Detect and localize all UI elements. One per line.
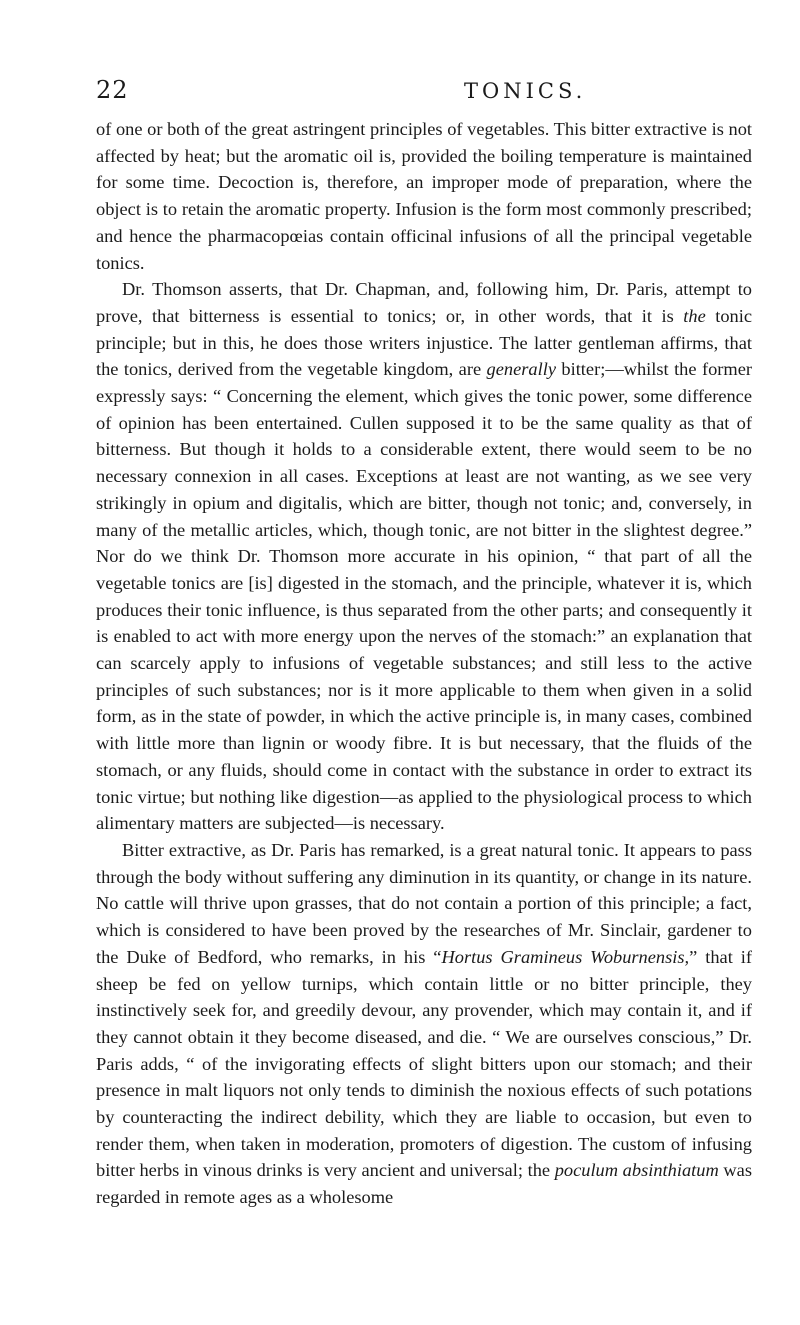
text-run: ” that if sheep be fed on yellow turnips, which contain little or no bitter principle, they instinctively seek for, and greedily devour, any provender, which may contain it, and if they cannot obtain it they become diseased, and die. “ We are ourselves conscious,” Dr. Paris adds, “ of the invigorating effects of slight bitters upon our stomach; and their presence in malt liquors not only tends to diminish the noxious effects of such potations by counteracting the indirect debility, which they are liable to occasion, but even to render them, when taken in moderation, promoters of digestion. The custom of infusing bitter herbs in vinous drinks is very ancient and universal; the — [96, 946, 752, 1181]
body-text — [96, 116, 752, 1211]
italic-text: generally — [486, 359, 556, 380]
text-run: bitter;—whilst the former expressly says: “ Concerning the element, which gives the tonic power, some difference of opinion has been entertained. Cullen supposed it to be the same quality as that of bitterness. But though it holds to a considerable extent, there would seem to be no necessary connexion in all cases. Exceptions at least are not wanting, as we see very strikingly in opium and digitalis, which are bitter, though not tonic; and, conversely, in many of the metallic articles, which, though tonic, are not bitter in the slightest degree.” Nor do we think Dr. Thomson more accurate in his opinion, “ that part of all the vegetable tonics are [is] digested in the stomach, and the principle, whatever it is, which produces their tonic influence, is thus separated from the other parts; and consequently it is enabled to act with more energy upon the nerves of the stomach:” an explanation that can scarcely apply to infusions of vegetable substances; and still less to the active principles of such substances; nor is it more applicable to them when given in a solid form, as in the state of powder, in which the active principle is, in many cases, combined with little more than lignin or woody fibre. It is but necessary, that the fluids of the stomach, or any fluids, should come in contact with the substance in order to extract its tonic virtue; but nothing like digestion—as applied to the physiological process to which alimentary matters are subjected—is necessary. — [96, 359, 752, 834]
paragraph — [96, 837, 752, 1211]
italic-text: poculum absinthiatum — [554, 1160, 719, 1181]
text-run: Dr. Thomson asserts, that Dr. Chapman, and, following him, Dr. Paris, attempt to prove, that bitterness is essential to tonics; or, in other words, that it is — [96, 279, 752, 326]
text-run: was regarded in remote ages as a wholesome — [96, 1160, 753, 1208]
paragraph — [96, 276, 752, 837]
paragraph — [96, 116, 752, 276]
italic-text: the — [683, 305, 706, 326]
italic-text: Hortus Gramineus Woburnensis, — [441, 946, 690, 967]
running-head: TONICS. — [464, 79, 587, 103]
page-header — [96, 76, 740, 104]
text-run: tonic principle; but in this, he does those writers injustice. The latter gentleman affirms, that the tonics, derived from the vegetable kingdom, are — [96, 305, 753, 380]
text-run: Bitter extractive, as Dr. Paris has remarked, is a great natural tonic. It appears to pass through the body without suffering any diminution in its quantity, or change in its nature. No cattle will thrive upon grasses, that do not contain a portion of this principle; a fact, which is considered to have been proved by the researches of Mr. Sinclair, gardener to the Duke of Bedford, who remarks, in his “ — [96, 839, 752, 967]
text-run: of one or both of the great astringent principles of vegetables. This bitter extractive is not affected by heat; but the aromatic oil is, provided the boiling temperature is maintained for some time. Decoction is, therefore, an improper mode of preparation, where the object is to retain the aromatic property. Infusion is the form most commonly prescribed; and hence the pharmacopœias contain officinal infusions of all the principal vegetable tonics. — [96, 119, 752, 273]
page-number: 22 — [96, 76, 129, 104]
